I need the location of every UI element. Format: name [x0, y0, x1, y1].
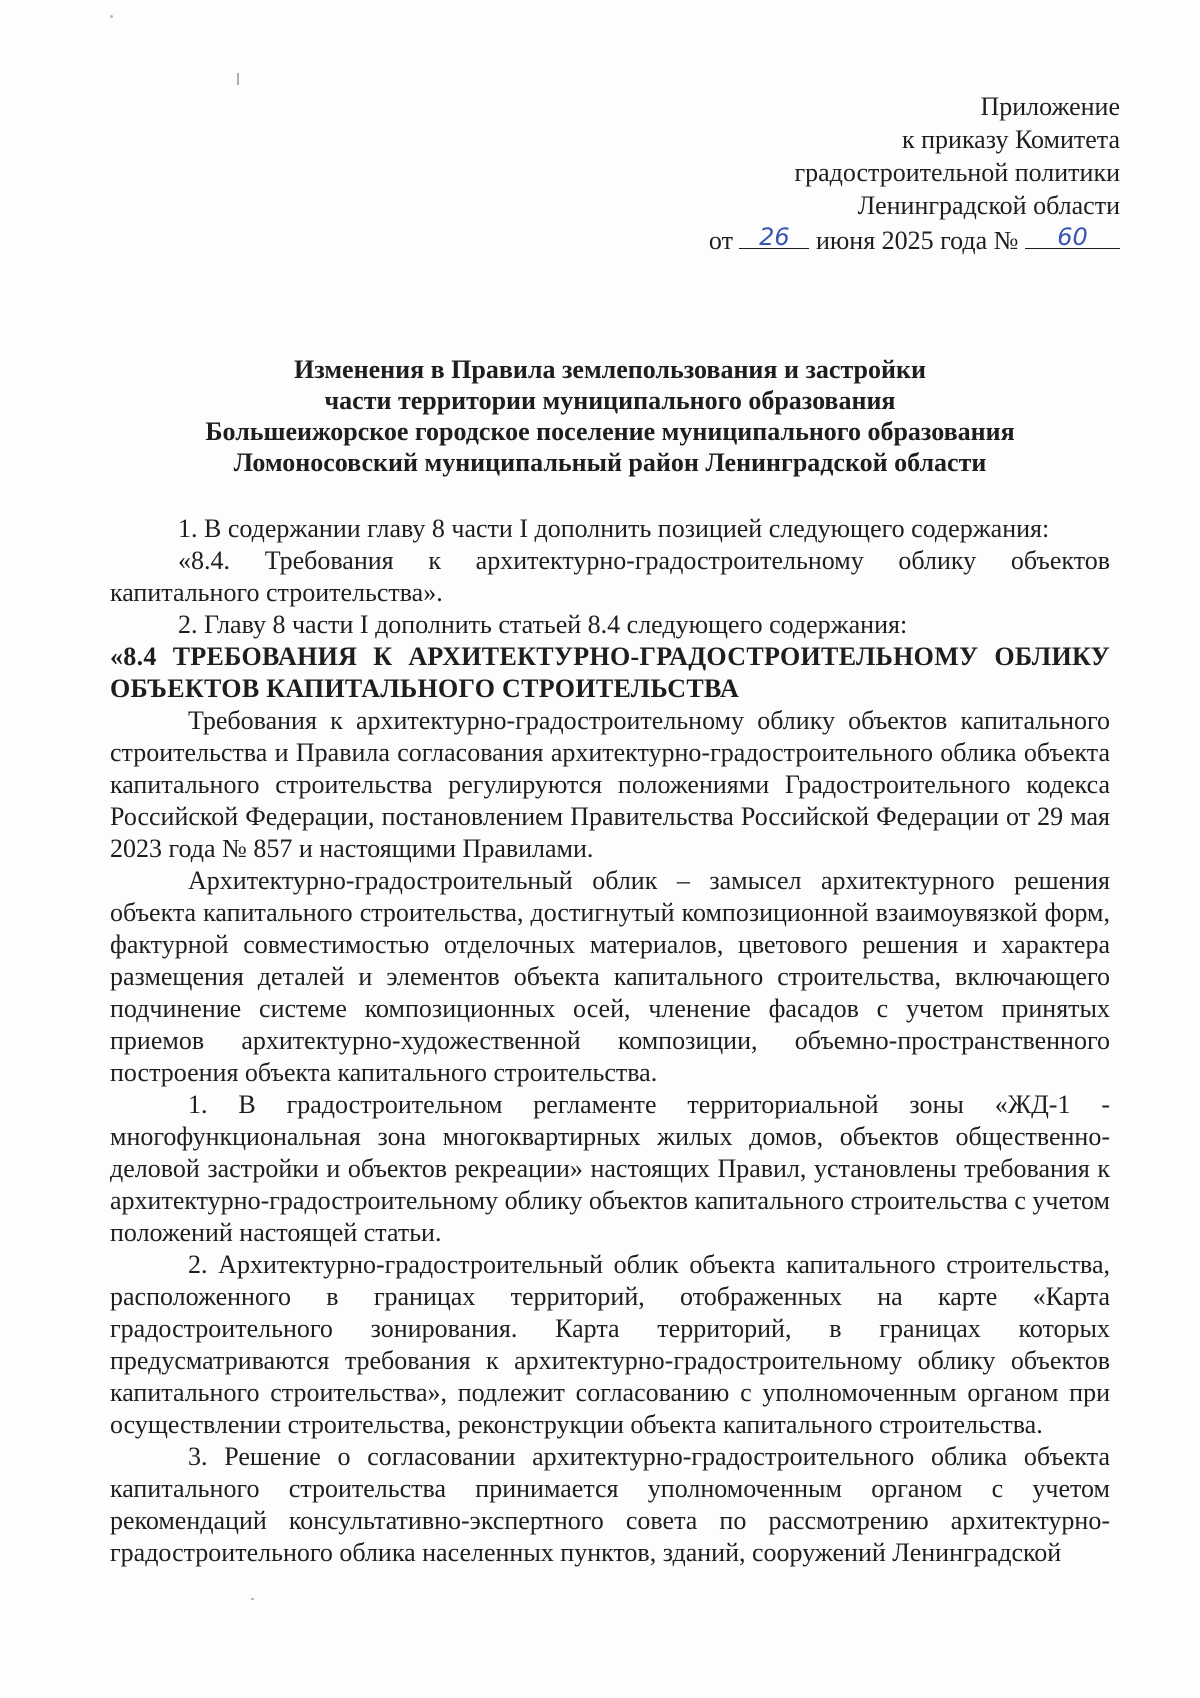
scan-speck [251, 1598, 254, 1600]
appendix-line: Приложение [980, 92, 1120, 121]
paragraph: 1. В содержании главу 8 части I дополнить позицией следующего содержания: [178, 514, 1050, 543]
paragraph: 2. Главу 8 части I дополнить статьей 8.4 следующего содержания: [178, 610, 908, 639]
title-line: Изменения в Правила землепользования и застройки [294, 355, 926, 384]
title-line: части территории муниципального образования [324, 386, 896, 415]
appendix-line: к приказу Комитета [901, 125, 1120, 154]
appendix-line: градостроительной политики [794, 158, 1120, 187]
document-body [110, 513, 1110, 1569]
scan-speck [237, 73, 239, 85]
order-date-line [520, 222, 1120, 257]
title-line: Большеижорское городское поселение муниципального образования [205, 417, 1015, 446]
paragraph: «8.4. Требования к архитектурно-градостроительному облику объектов капитального строительства». [110, 546, 1110, 607]
paragraph: 3. Решение о согласовании архитектурно-градостроительного облика объекта капитального строительства принимается уполномоченным органом с учетом рекомендаций консультативно-экспертного совета по рассмотрению архитектурно-градостроительного облика населенных пунктов, зданий, сооружений Ленинградской [110, 1442, 1110, 1567]
date-day-field [739, 222, 809, 249]
scan-speck [110, 15, 113, 18]
order-number-field [1025, 222, 1120, 249]
paragraph: Архитектурно-градостроительный облик – замысел архитектурного решения объекта капитального строительства, достигнутый композиционной взаимоувязкой форм, фактурной совместимостью отделочных материалов, цветового решения и характера размещения деталей и элементов объекта капитального строительства, включающего подчинение системе композиционных осей, членение фасадов с учетом принятых приемов архитектурно-художественной композиции, объемно-пространственного построения объекта капитального строительства. [110, 866, 1110, 1087]
handwritten-day: 26 [759, 223, 790, 251]
document-title [110, 354, 1110, 478]
paragraph: 1. В градостроительном регламенте территориальной зоны «ЖД-1 - многофункциональная зона многоквартирных жилых домов, объектов общественно-деловой застройки и объектов рекреации» настоящих Правил, установлены требования к архитектурно-градостроительному облику объектов капитального строительства с учетом положений настоящей статьи. [110, 1090, 1110, 1247]
title-line: Ломоносовский муниципальный район Ленинградской области [233, 448, 987, 477]
date-middle: июня 2025 года № [815, 226, 1019, 255]
paragraph: 2. Архитектурно-градостроительный облик объекта капитального строительства, расположенного в границах территорий, отображенных на карте «Карта градостроительного зонирования. Карта территорий, в границах которых предусматриваются требования к архитектурно-градостроительному облику объектов капитального строительства», подлежит согласованию с уполномоченным органом при осуществлении строительства, реконструкции объекта капитального строительства. [110, 1250, 1110, 1439]
handwritten-order-number: 60 [1057, 223, 1088, 251]
appendix-block [520, 90, 1120, 257]
appendix-line: Ленинградской области [857, 191, 1120, 220]
paragraph: Требования к архитектурно-градостроительному облику объектов капитального строительства и Правила согласования архитектурно-градостроительного облика объекта капитального строительства регулируются положениями Градостроительного кодекса Российской Федерации, постановлением Правительства Российской Федерации от 29 мая 2023 года № 857 и настоящими Правилами. [110, 706, 1110, 863]
date-prefix: от [708, 226, 733, 255]
article-heading: «8.4 ТРЕБОВАНИЯ К АРХИТЕКТУРНО-ГРАДОСТРОИТЕЛЬНОМУ ОБЛИКУ ОБЪЕКТОВ КАПИТАЛЬНОГО СТРОИТЕЛЬСТВА [110, 642, 1110, 703]
